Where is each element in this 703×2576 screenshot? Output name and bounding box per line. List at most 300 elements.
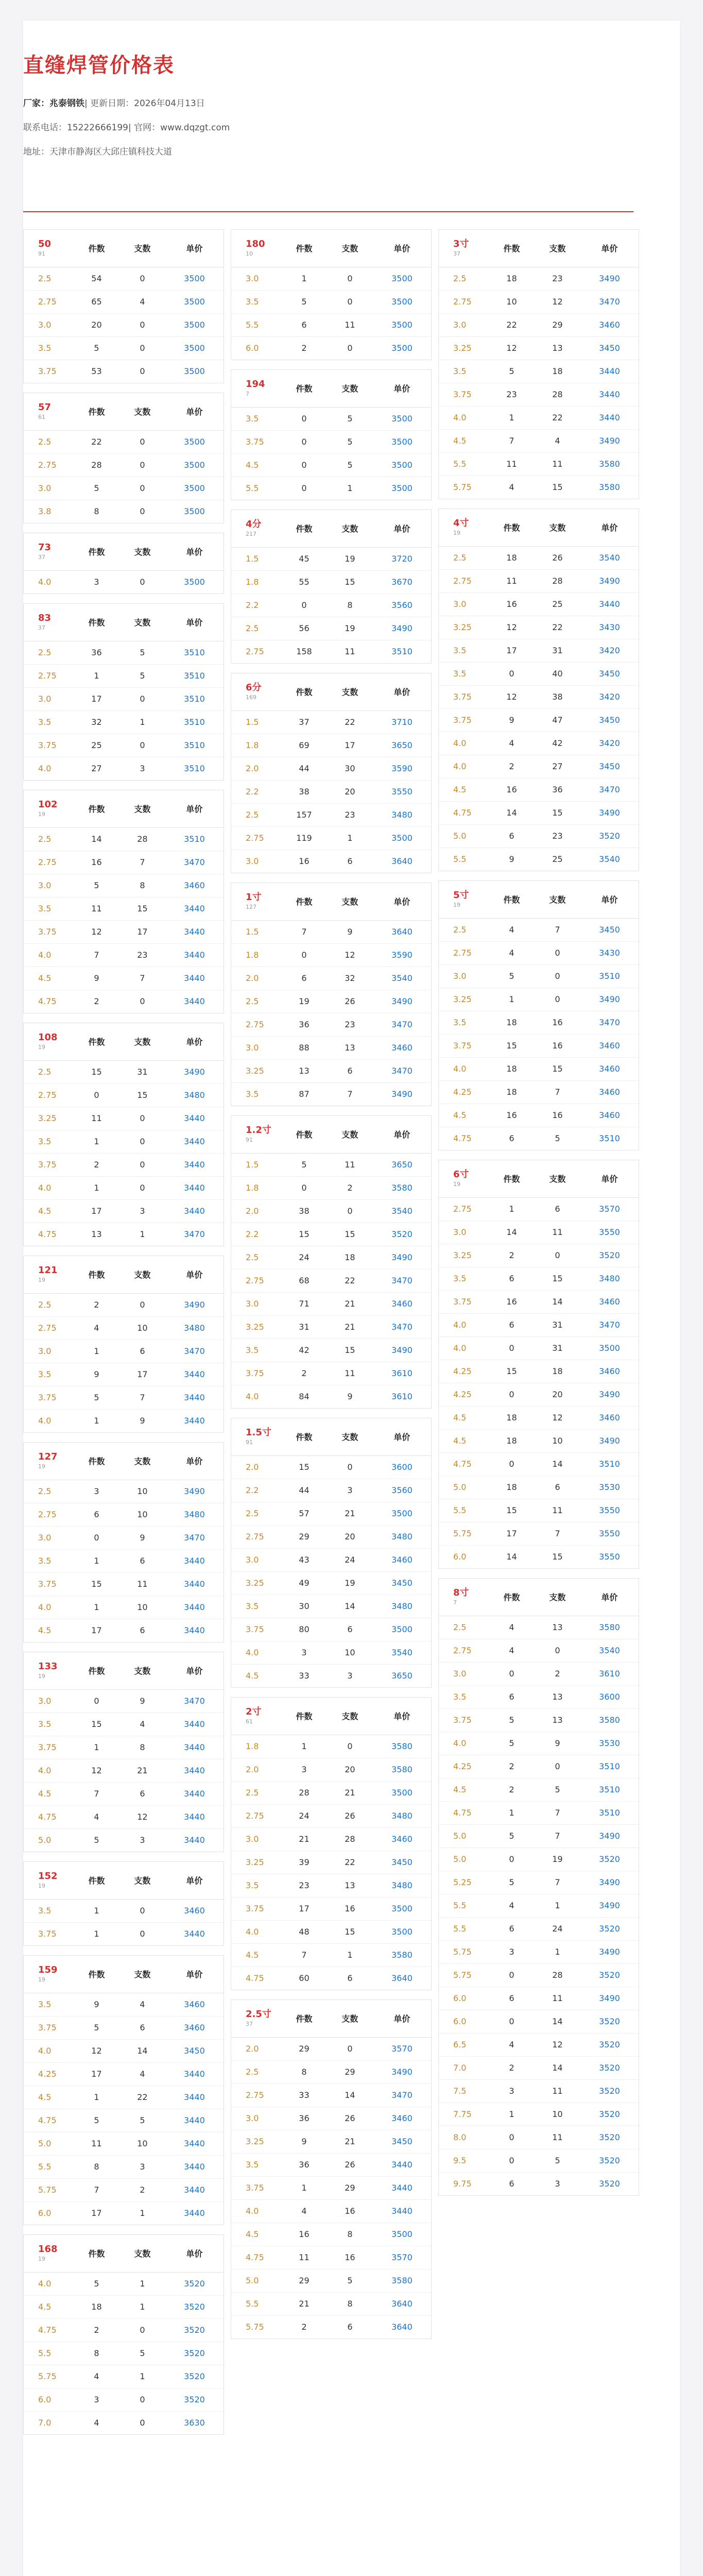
price-table-head [439, 1579, 639, 1616]
qty-cell: 4 [489, 732, 535, 755]
size-count: 127 [246, 903, 256, 910]
pcs-cell: 11 [327, 313, 373, 336]
pcs-cell: 7 [535, 1522, 580, 1545]
pcs-cell: 4 [119, 1993, 165, 2016]
size-group [231, 1999, 432, 2339]
qty-cell: 18 [489, 1476, 535, 1499]
qty-cell: 5 [74, 1828, 119, 1852]
pcs-cell: 5 [327, 453, 373, 477]
pcs-cell: 0 [119, 336, 165, 360]
pcs-cell: 1 [535, 1894, 580, 1917]
qty-cell: 5 [74, 336, 119, 360]
table-row [24, 1828, 224, 1852]
table-row [439, 1499, 639, 1522]
price-cell: 3520 [580, 2056, 639, 2079]
price-cell: 3500 [165, 570, 224, 594]
qty-cell: 18 [74, 2295, 119, 2318]
thickness-cell: 2.75 [231, 1013, 281, 1036]
price-cell: 3580 [580, 476, 639, 499]
header-row [24, 604, 224, 641]
qty-cell: 12 [489, 616, 535, 639]
size-name: 194 [246, 378, 265, 389]
pcs-cell: 30 [327, 757, 373, 780]
qty-cell: 4 [489, 1894, 535, 1917]
pcs-cell: 0 [327, 267, 373, 290]
price-cell: 3440 [165, 2178, 224, 2201]
header-row [231, 883, 431, 920]
table-row [439, 1313, 639, 1336]
table-row [439, 1778, 639, 1801]
price-header: 单价 [580, 1579, 639, 1616]
price-cell: 3440 [165, 920, 224, 943]
qty-cell: 0 [489, 1963, 535, 1987]
thickness-cell: 1.5 [231, 547, 281, 570]
qty-header: 件数 [281, 510, 327, 547]
qty-cell: 8 [74, 2342, 119, 2365]
thickness-cell: 2.75 [24, 290, 74, 313]
table-row [24, 1176, 224, 1199]
thickness-cell: 5.0 [439, 1824, 489, 1848]
pcs-cell: 11 [535, 2126, 580, 2149]
table-row [439, 1034, 639, 1057]
qty-cell: 16 [489, 1290, 535, 1313]
qty-header: 件数 [74, 1256, 119, 1293]
pcs-header: 支数 [535, 1160, 580, 1197]
pcs-cell: 8 [327, 594, 373, 617]
size-group [438, 509, 639, 871]
pcs-cell: 21 [327, 1502, 373, 1525]
page-header [23, 49, 633, 171]
price-cell: 3500 [373, 1781, 431, 1804]
table-row [439, 383, 639, 406]
price-cell: 3520 [580, 2033, 639, 2056]
size-header [439, 881, 489, 918]
table-row [231, 1525, 431, 1548]
table-row [24, 1596, 224, 1619]
table-row [439, 1848, 639, 1871]
table-row [24, 336, 224, 360]
qty-cell: 18 [489, 267, 535, 290]
price-cell: 3510 [165, 757, 224, 780]
qty-cell: 21 [281, 2292, 327, 2315]
price-table-head [439, 230, 639, 267]
price-cell: 3440 [580, 406, 639, 429]
price-table-head [439, 881, 639, 918]
table-row [439, 1011, 639, 1034]
pcs-cell: 5 [535, 1127, 580, 1150]
thickness-cell: 4.5 [439, 1406, 489, 1429]
thickness-cell: 2.5 [439, 546, 489, 569]
qty-cell: 4 [489, 918, 535, 941]
table-row [231, 1664, 431, 1687]
pcs-cell: 14 [535, 1452, 580, 1476]
qty-cell: 0 [281, 943, 327, 967]
price-cell: 3440 [165, 1153, 224, 1176]
qty-cell: 33 [281, 2083, 327, 2107]
thickness-cell: 2.0 [231, 2037, 281, 2060]
qty-cell: 6 [489, 2172, 535, 2195]
pcs-cell: 10 [327, 1641, 373, 1664]
pcs-cell: 7 [535, 1080, 580, 1104]
thickness-cell: 3.5 [231, 1874, 281, 1897]
table-row [24, 2411, 224, 2434]
phone-number[interactable]: 15222666199 [67, 123, 128, 133]
size-name: 3寸 [453, 238, 469, 249]
pcs-cell: 7 [119, 851, 165, 874]
price-cell: 3440 [373, 2199, 431, 2223]
thickness-cell: 2.75 [439, 569, 489, 592]
pcs-cell: 20 [535, 1383, 580, 1406]
table-row [439, 1267, 639, 1290]
table-row [439, 824, 639, 848]
thickness-cell: 4.5 [439, 778, 489, 801]
price-table [231, 510, 431, 663]
pcs-cell: 13 [535, 1685, 580, 1708]
qty-cell: 1 [74, 1340, 119, 1363]
thickness-cell: 4.5 [24, 2295, 74, 2318]
price-cell: 3510 [165, 734, 224, 757]
pcs-cell: 15 [327, 1920, 373, 1943]
price-table-body [231, 1153, 431, 1408]
qty-cell: 4 [74, 2411, 119, 2434]
thickness-cell: 3.5 [24, 1993, 74, 2016]
size-count: 7 [453, 1599, 457, 1606]
price-cell: 3540 [580, 848, 639, 871]
price-cell: 3480 [373, 803, 431, 826]
qty-cell: 17 [74, 2201, 119, 2225]
qty-cell: 14 [489, 801, 535, 824]
thickness-cell: 4.5 [231, 1943, 281, 1967]
price-cell: 3460 [580, 1104, 639, 1127]
price-cell: 3470 [580, 1011, 639, 1034]
pcs-cell: 6 [119, 1782, 165, 1805]
table-row [439, 1476, 639, 1499]
qty-cell: 1 [489, 988, 535, 1011]
price-cell: 3500 [373, 477, 431, 500]
qty-cell: 1 [74, 1176, 119, 1199]
price-cell: 3500 [165, 453, 224, 477]
pcs-cell: 5 [119, 2109, 165, 2132]
price-table-head [231, 370, 431, 407]
size-group [23, 2234, 224, 2435]
table-row [231, 2176, 431, 2199]
pcs-cell: 31 [535, 1336, 580, 1360]
pcs-cell: 15 [535, 801, 580, 824]
price-cell: 3510 [580, 1452, 639, 1476]
size-name: 133 [38, 1660, 58, 1672]
table-row [439, 1221, 639, 1244]
pcs-cell: 14 [535, 2056, 580, 2079]
pcs-cell: 13 [535, 1616, 580, 1639]
price-cell: 3540 [373, 1641, 431, 1664]
pcs-cell: 1 [327, 826, 373, 850]
price-cell: 3510 [580, 1127, 639, 1150]
qty-cell: 11 [74, 2132, 119, 2155]
price-cell: 3580 [580, 1616, 639, 1639]
pcs-cell: 22 [119, 2086, 165, 2109]
table-row [231, 1571, 431, 1595]
qty-cell: 1 [74, 1549, 119, 1572]
price-table-head [24, 1256, 224, 1293]
size-count: 10 [246, 250, 253, 257]
price-cell: 3470 [165, 1689, 224, 1713]
thickness-cell: 2.75 [24, 453, 74, 477]
pcs-cell: 15 [119, 1083, 165, 1107]
price-cell: 3640 [373, 1967, 431, 1990]
price-table [231, 673, 431, 873]
size-group [23, 229, 224, 383]
price-table-body [24, 1293, 224, 1432]
price-table [231, 1418, 431, 1687]
price-cell: 3500 [165, 313, 224, 336]
qty-header: 件数 [489, 230, 535, 267]
table-row [24, 2272, 224, 2295]
price-table-body [24, 1993, 224, 2225]
price-table-body [231, 2037, 431, 2338]
table-row [231, 1223, 431, 1246]
header-row [231, 1418, 431, 1455]
qty-cell: 0 [489, 2126, 535, 2149]
price-cell: 3500 [373, 826, 431, 850]
table-row [24, 990, 224, 1013]
qty-cell: 4 [74, 1805, 119, 1828]
qty-cell: 36 [281, 2153, 327, 2176]
price-cell: 3640 [373, 2315, 431, 2338]
pcs-cell: 47 [535, 708, 580, 732]
price-cell: 3460 [580, 1057, 639, 1080]
qty-cell: 16 [281, 850, 327, 873]
price-header: 单价 [165, 230, 224, 267]
thickness-cell: 6.0 [439, 2010, 489, 2033]
price-cell: 3580 [580, 1708, 639, 1732]
price-table-body [231, 1455, 431, 1687]
price-table-body [24, 827, 224, 1013]
price-table [24, 1023, 224, 1246]
thickness-cell: 1.8 [231, 1735, 281, 1758]
thickness-cell: 3.0 [231, 1292, 281, 1315]
table-row [231, 2107, 431, 2130]
pcs-cell: 15 [535, 476, 580, 499]
qty-cell: 6 [489, 824, 535, 848]
qty-header: 件数 [281, 1116, 327, 1153]
size-count: 19 [453, 529, 460, 536]
qty-cell: 0 [489, 662, 535, 685]
size-name: 1寸 [246, 891, 262, 903]
price-table-body [439, 918, 639, 1150]
price-table-body [439, 546, 639, 871]
price-table-body [24, 641, 224, 780]
table-row [439, 1824, 639, 1848]
table-row [231, 1781, 431, 1804]
size-group [438, 229, 639, 499]
thickness-cell: 3.0 [24, 1526, 74, 1549]
pcs-cell: 13 [535, 1708, 580, 1732]
qty-cell: 0 [281, 594, 327, 617]
table-row [231, 920, 431, 943]
price-table-head [439, 509, 639, 546]
thickness-cell: 4.75 [24, 990, 74, 1013]
pcs-cell: 9 [327, 1385, 373, 1408]
table-row [231, 570, 431, 594]
qty-header: 件数 [74, 1652, 119, 1689]
thickness-cell: 4.0 [439, 1313, 489, 1336]
size-header [439, 509, 489, 546]
price-header: 单价 [165, 604, 224, 641]
thickness-cell: 4.0 [439, 1057, 489, 1080]
qty-cell: 54 [74, 267, 119, 290]
size-count: 61 [246, 1718, 253, 1725]
qty-cell: 2 [74, 990, 119, 1013]
pcs-cell: 0 [535, 1244, 580, 1267]
pcs-cell: 31 [535, 639, 580, 662]
qty-cell: 21 [281, 1827, 327, 1851]
size-count: 19 [38, 1276, 45, 1283]
table-row [231, 990, 431, 1013]
site-link[interactable]: www.dqzgt.com [160, 123, 230, 133]
pcs-cell: 0 [535, 941, 580, 964]
qty-cell: 3 [489, 2079, 535, 2103]
pcs-cell: 1 [119, 2295, 165, 2318]
size-header [231, 510, 281, 547]
price-cell: 3670 [373, 570, 431, 594]
qty-cell: 69 [281, 734, 327, 757]
thickness-cell: 2.75 [231, 826, 281, 850]
pcs-cell: 10 [119, 1480, 165, 1503]
thickness-cell: 4.0 [231, 2199, 281, 2223]
thickness-cell: 4.0 [24, 1596, 74, 1619]
thickness-cell: 7.5 [439, 2079, 489, 2103]
thickness-cell: 4.75 [231, 2246, 281, 2269]
pcs-cell: 23 [535, 824, 580, 848]
thickness-cell: 1.5 [231, 1153, 281, 1176]
pcs-cell: 6 [119, 1619, 165, 1642]
pcs-cell: 5 [535, 2149, 580, 2172]
price-cell: 3460 [373, 2107, 431, 2130]
thickness-cell: 2.5 [231, 803, 281, 826]
table-row [24, 360, 224, 383]
pcs-header: 支数 [119, 1023, 165, 1060]
table-row [439, 1662, 639, 1685]
thickness-cell: 2.75 [439, 941, 489, 964]
size-count: 19 [38, 1976, 45, 1983]
price-cell: 3490 [580, 267, 639, 290]
qty-cell: 1 [281, 1735, 327, 1758]
price-table-body [439, 267, 639, 499]
table-row [231, 1013, 431, 1036]
qty-cell: 4 [74, 1316, 119, 1340]
price-cell: 3460 [580, 1034, 639, 1057]
table-row [439, 616, 639, 639]
table-row [231, 594, 431, 617]
thickness-cell: 3.5 [24, 897, 74, 920]
price-header: 单价 [165, 2235, 224, 2272]
price-cell: 3510 [580, 1801, 639, 1824]
price-cell: 3460 [373, 1292, 431, 1315]
pcs-cell: 28 [535, 569, 580, 592]
thickness-cell: 2.5 [24, 267, 74, 290]
price-cell: 3580 [373, 1176, 431, 1199]
thickness-cell: 3.0 [231, 1036, 281, 1059]
pcs-cell: 42 [535, 732, 580, 755]
table-row [24, 1316, 224, 1340]
thickness-cell: 3.75 [24, 1736, 74, 1759]
size-name: 2寸 [246, 1706, 262, 1717]
thickness-cell: 3.5 [24, 710, 74, 734]
pcs-cell: 31 [535, 1313, 580, 1336]
price-cell: 3510 [165, 687, 224, 710]
price-table-body [24, 1480, 224, 1642]
size-name: 108 [38, 1031, 58, 1043]
size-name: 50 [38, 238, 52, 249]
pcs-cell: 3 [327, 1479, 373, 1502]
price-cell: 3550 [580, 1221, 639, 1244]
price-cell: 3530 [580, 1732, 639, 1755]
qty-header: 件数 [489, 509, 535, 546]
size-group [23, 533, 224, 594]
thickness-cell: 3.5 [231, 290, 281, 313]
thickness-cell: 6.5 [439, 2033, 489, 2056]
thickness-cell: 3.5 [439, 1685, 489, 1708]
thickness-cell: 4.75 [231, 1967, 281, 1990]
table-row [231, 336, 431, 360]
size-count: 19 [453, 901, 460, 908]
pcs-cell: 14 [327, 2083, 373, 2107]
thickness-cell: 5.75 [439, 476, 489, 499]
price-cell: 3500 [373, 290, 431, 313]
pcs-header: 支数 [327, 883, 373, 920]
header-row [24, 1256, 224, 1293]
pcs-cell: 17 [327, 734, 373, 757]
qty-cell: 20 [74, 313, 119, 336]
qty-cell: 5 [489, 964, 535, 988]
qty-cell: 10 [489, 290, 535, 313]
qty-cell: 2 [281, 2315, 327, 2338]
price-table-body [231, 1735, 431, 1990]
qty-header: 件数 [281, 1698, 327, 1735]
thickness-cell: 4.5 [24, 1619, 74, 1642]
table-row [439, 2079, 639, 2103]
pcs-cell: 15 [535, 1545, 580, 1568]
pcs-cell: 11 [535, 1987, 580, 2010]
pcs-cell: 3 [327, 1664, 373, 1687]
pcs-header: 支数 [119, 2235, 165, 2272]
pcs-cell: 11 [327, 1153, 373, 1176]
size-count: 37 [38, 624, 45, 631]
pcs-cell: 8 [327, 2223, 373, 2246]
qty-cell: 11 [489, 569, 535, 592]
size-group [231, 1697, 432, 1990]
price-header: 单价 [580, 230, 639, 267]
qty-cell: 6 [489, 1685, 535, 1708]
pcs-cell: 7 [535, 1801, 580, 1824]
thickness-cell: 5.0 [439, 1476, 489, 1499]
thickness-cell: 3.25 [231, 1315, 281, 1338]
table-row [439, 1940, 639, 1963]
pcs-cell: 11 [535, 1499, 580, 1522]
table-row [231, 1269, 431, 1292]
thickness-cell: 1.8 [231, 1176, 281, 1199]
qty-cell: 0 [74, 1083, 119, 1107]
qty-cell: 5 [281, 290, 327, 313]
table-row [439, 452, 639, 476]
table-row [439, 1127, 639, 1150]
thickness-cell: 2.75 [24, 1503, 74, 1526]
price-table [231, 230, 431, 360]
qty-cell: 1 [281, 267, 327, 290]
table-row [24, 1386, 224, 1409]
price-cell: 3430 [580, 616, 639, 639]
thickness-cell: 3.0 [24, 1340, 74, 1363]
